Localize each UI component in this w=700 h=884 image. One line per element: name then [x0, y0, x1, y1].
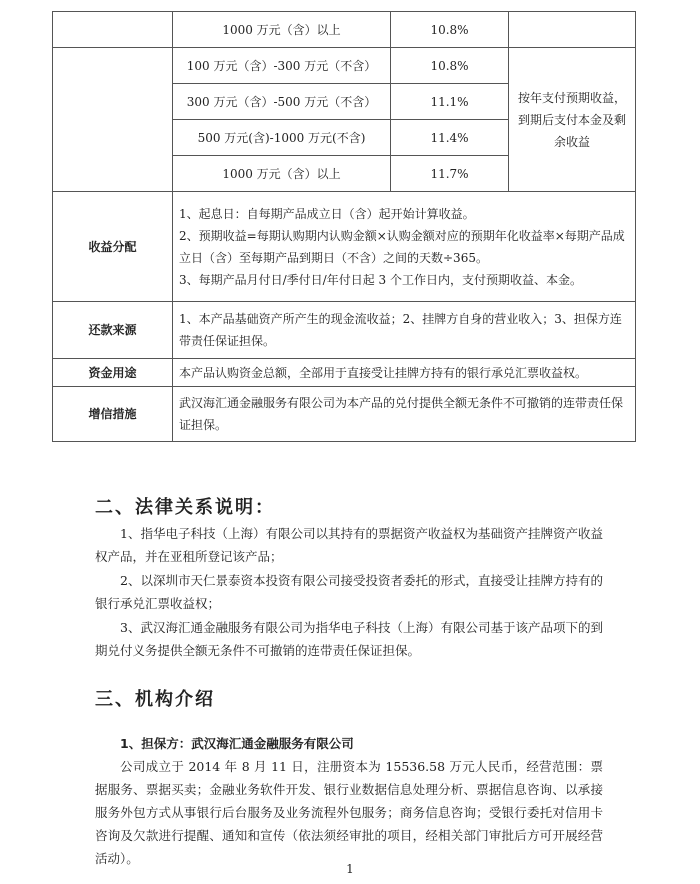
note-cell-empty — [509, 12, 636, 48]
repayment-source-row — [53, 302, 636, 359]
tier-range: 100 万元（含）-300 万元（不含） — [173, 48, 391, 84]
content-line: 1、本产品基础资产所产生的现金流收益；2、挂牌方自身的营业收入；3、担保方连带责任保证担保。 — [179, 312, 622, 348]
label-cell-empty — [53, 12, 173, 48]
paragraph: 公司成立于 2014 年 8 月 11 日，注册资本为 15536.58 万元人民币，经营范围：票据服务、票据买卖；金融业务软件开发、银行业数据信息处理分析、票据信息咨询、以承接服务外包方式从事银行后台服务及业务流程外包服务；商务信息咨询；受银行委托对信用卡咨询及欠款进行提醒、通知和宣传（依法须经审批的项目，经相关部门审批后方可开展经营活动）。 — [95, 759, 603, 866]
tier-range: 300 万元（含）-500 万元（不含） — [173, 84, 391, 120]
credit-enhancement-row — [53, 387, 636, 442]
section-title-institution: 三、机构介绍 — [95, 689, 215, 710]
paragraph: 3、武汉海汇通金融服务有限公司为指华电子科技（上海）有限公司基于该产品项下的到期兑付义务提供全额无条件不可撤销的连带责任保证担保。 — [95, 620, 603, 658]
tier-rate: 10.8% — [391, 12, 509, 48]
row-content — [173, 302, 636, 359]
fund-use-row — [53, 359, 636, 387]
product-terms-table — [52, 11, 636, 442]
paragraph: 2、以深圳市天仁景泰资本投资有限公司接受投资者委托的形式，直接受让挂牌方持有的银行承兑汇票收益权； — [95, 573, 603, 611]
row-content — [173, 387, 636, 442]
payment-note: 按年支付预期收益，到期后支付本金及剩余收益 — [509, 48, 636, 192]
content-line: 3、每期产品月付日/季付日/年付日起 3 个工作日内，支付预期收益、本金。 — [179, 272, 582, 287]
page-number: 1 — [346, 862, 354, 876]
tier-row — [53, 48, 636, 84]
row-label: 收益分配 — [53, 192, 173, 302]
tier-range: 1000 万元（含）以上 — [173, 12, 391, 48]
label-cell-empty — [53, 48, 173, 192]
content-line: 武汉海汇通金融服务有限公司为本产品的兑付提供全额无条件不可撤销的连带责任保证担保。 — [179, 396, 624, 432]
tier-rate: 11.7% — [391, 156, 509, 192]
section-title-legal: 二、法律关系说明： — [95, 497, 275, 518]
tier-row — [53, 12, 636, 48]
content-line: 1、起息日：自每期产品成立日（含）起开始计算收益。 — [179, 206, 475, 221]
paragraph: 1、指华电子科技（上海）有限公司以其持有的票据资产收益权为基础资产挂牌资产收益权产品，并在亚租所登记该产品； — [95, 526, 603, 564]
content-line: 2、预期收益=每期认购期内认购金额×认购金额对应的预期年化收益率×每期产品成立日（含）至每期产品到期日（不含）之间的天数÷365。 — [179, 228, 625, 265]
row-content — [173, 359, 636, 387]
income-distribution-row — [53, 192, 636, 302]
content-line: 本产品认购资金总额，全部用于直接受让挂牌方持有的银行承兑汇票收益权。 — [179, 365, 588, 380]
tier-rate: 11.4% — [391, 120, 509, 156]
row-label: 资金用途 — [53, 359, 173, 387]
guarantor-heading: 1、担保方：武汉海汇通金融服务有限公司 — [120, 736, 354, 751]
tier-range: 1000 万元（含）以上 — [173, 156, 391, 192]
row-content — [173, 192, 636, 302]
tier-rate: 10.8% — [391, 48, 509, 84]
row-label: 增信措施 — [53, 387, 173, 442]
row-label: 还款来源 — [53, 302, 173, 359]
tier-range: 500 万元(含)-1000 万元(不含) — [173, 120, 391, 156]
tier-rate: 11.1% — [391, 84, 509, 120]
